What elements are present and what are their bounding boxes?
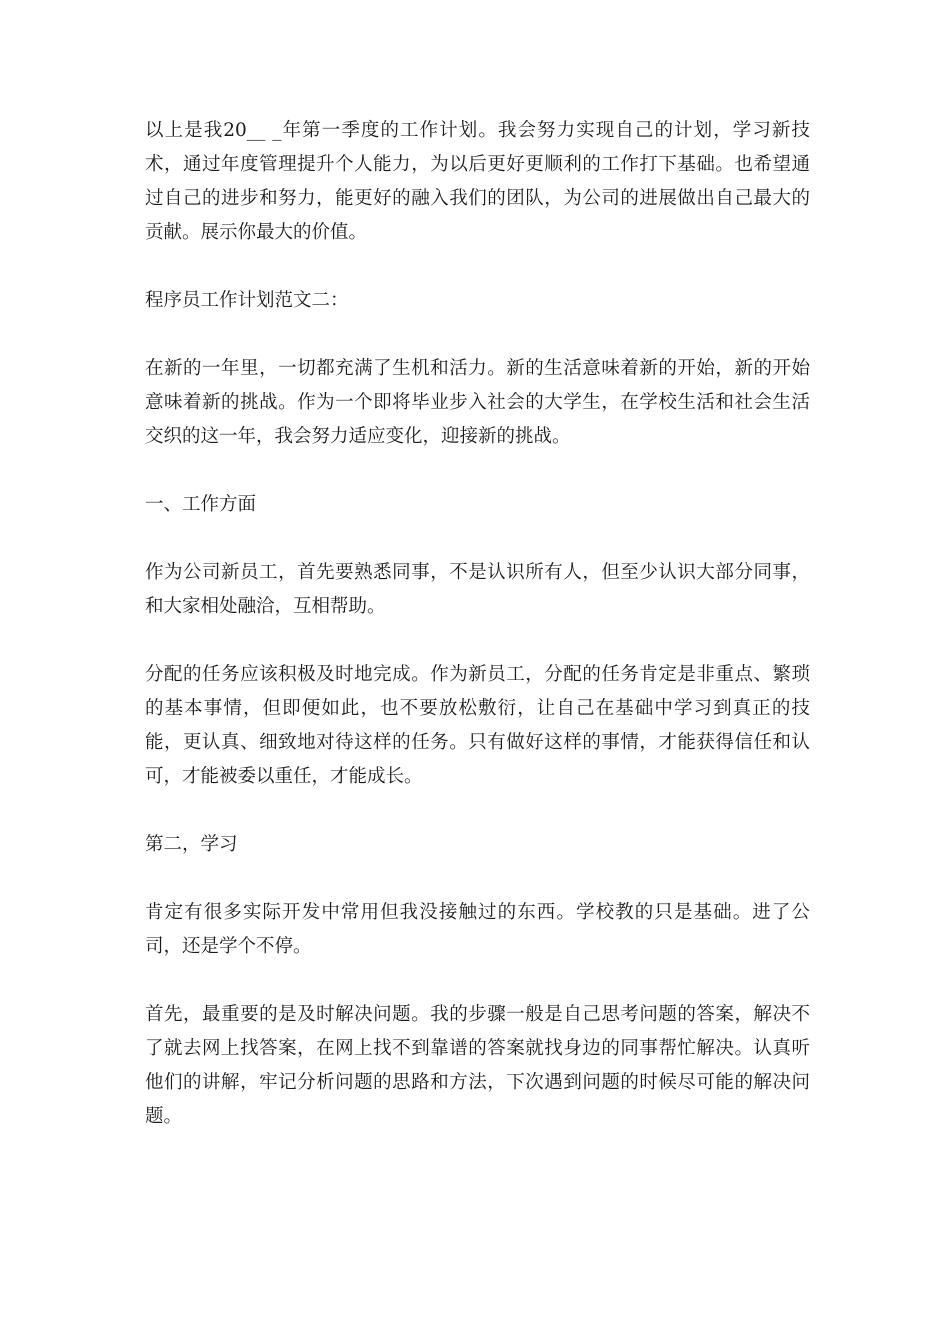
paragraph-problem-solving: 首先，最重要的是及时解决问题。我的步骤一般是自己思考问题的答案，解决不了就去网上找答案，在网上找不到靠谱的答案就找身边的同事帮忙解决。认真听他们的讲解，牢记分析问题的思路和方法，下次遇到问题的时候尽可能的解决问题。 bbox=[145, 1004, 810, 1127]
paragraph-colleagues: 作为公司新员工，首先要熟悉同事，不是认识所有人，但至少认识大部分同事，和大家相处融洽，互相帮助。 bbox=[145, 562, 810, 617]
heading-study: 第二，学习 bbox=[145, 834, 238, 855]
heading-work-aspect: 一、工作方面 bbox=[145, 494, 257, 515]
paragraph-tasks: 分配的任务应该积极及时地完成。作为新员工，分配的任务肯定是非重点、繁琐的基本事情，但即便如此，也不要放松敷衍，让自己在基础中学习到真正的技能，更认真、细致地对待这样的任务。只有做好这样的事情，才能获得信任和认可，才能被委以重任，才能成长。 bbox=[145, 664, 810, 787]
paragraph-new-year: 在新的一年里，一切都充满了生机和活力。新的生活意味着新的开始，新的开始意味着新的挑战。作为一个即将毕业步入社会的大学生，在学校生活和社会生活交织的这一年，我会努力适应变化，迎接新的挑战。 bbox=[145, 358, 810, 447]
paragraph-plan-summary: 以上是我20__ _年第一季度的工作计划。我会努力实现自己的计划，学习新技术，通过年度管理提升个人能力，为以后更好更顺利的工作打下基础。也希望通过自己的进步和努力，能更好的融入我们的团队，为公司的进展做出自己最大的贡献。展示你最大的价值。 bbox=[145, 120, 810, 243]
document-body bbox=[145, 114, 810, 1134]
heading-sample-two: 程序员工作计划范文二： bbox=[145, 290, 349, 311]
paragraph-learning: 肯定有很多实际开发中常用但我没接触过的东西。学校教的只是基础。进了公司，还是学个不停。 bbox=[145, 902, 810, 957]
